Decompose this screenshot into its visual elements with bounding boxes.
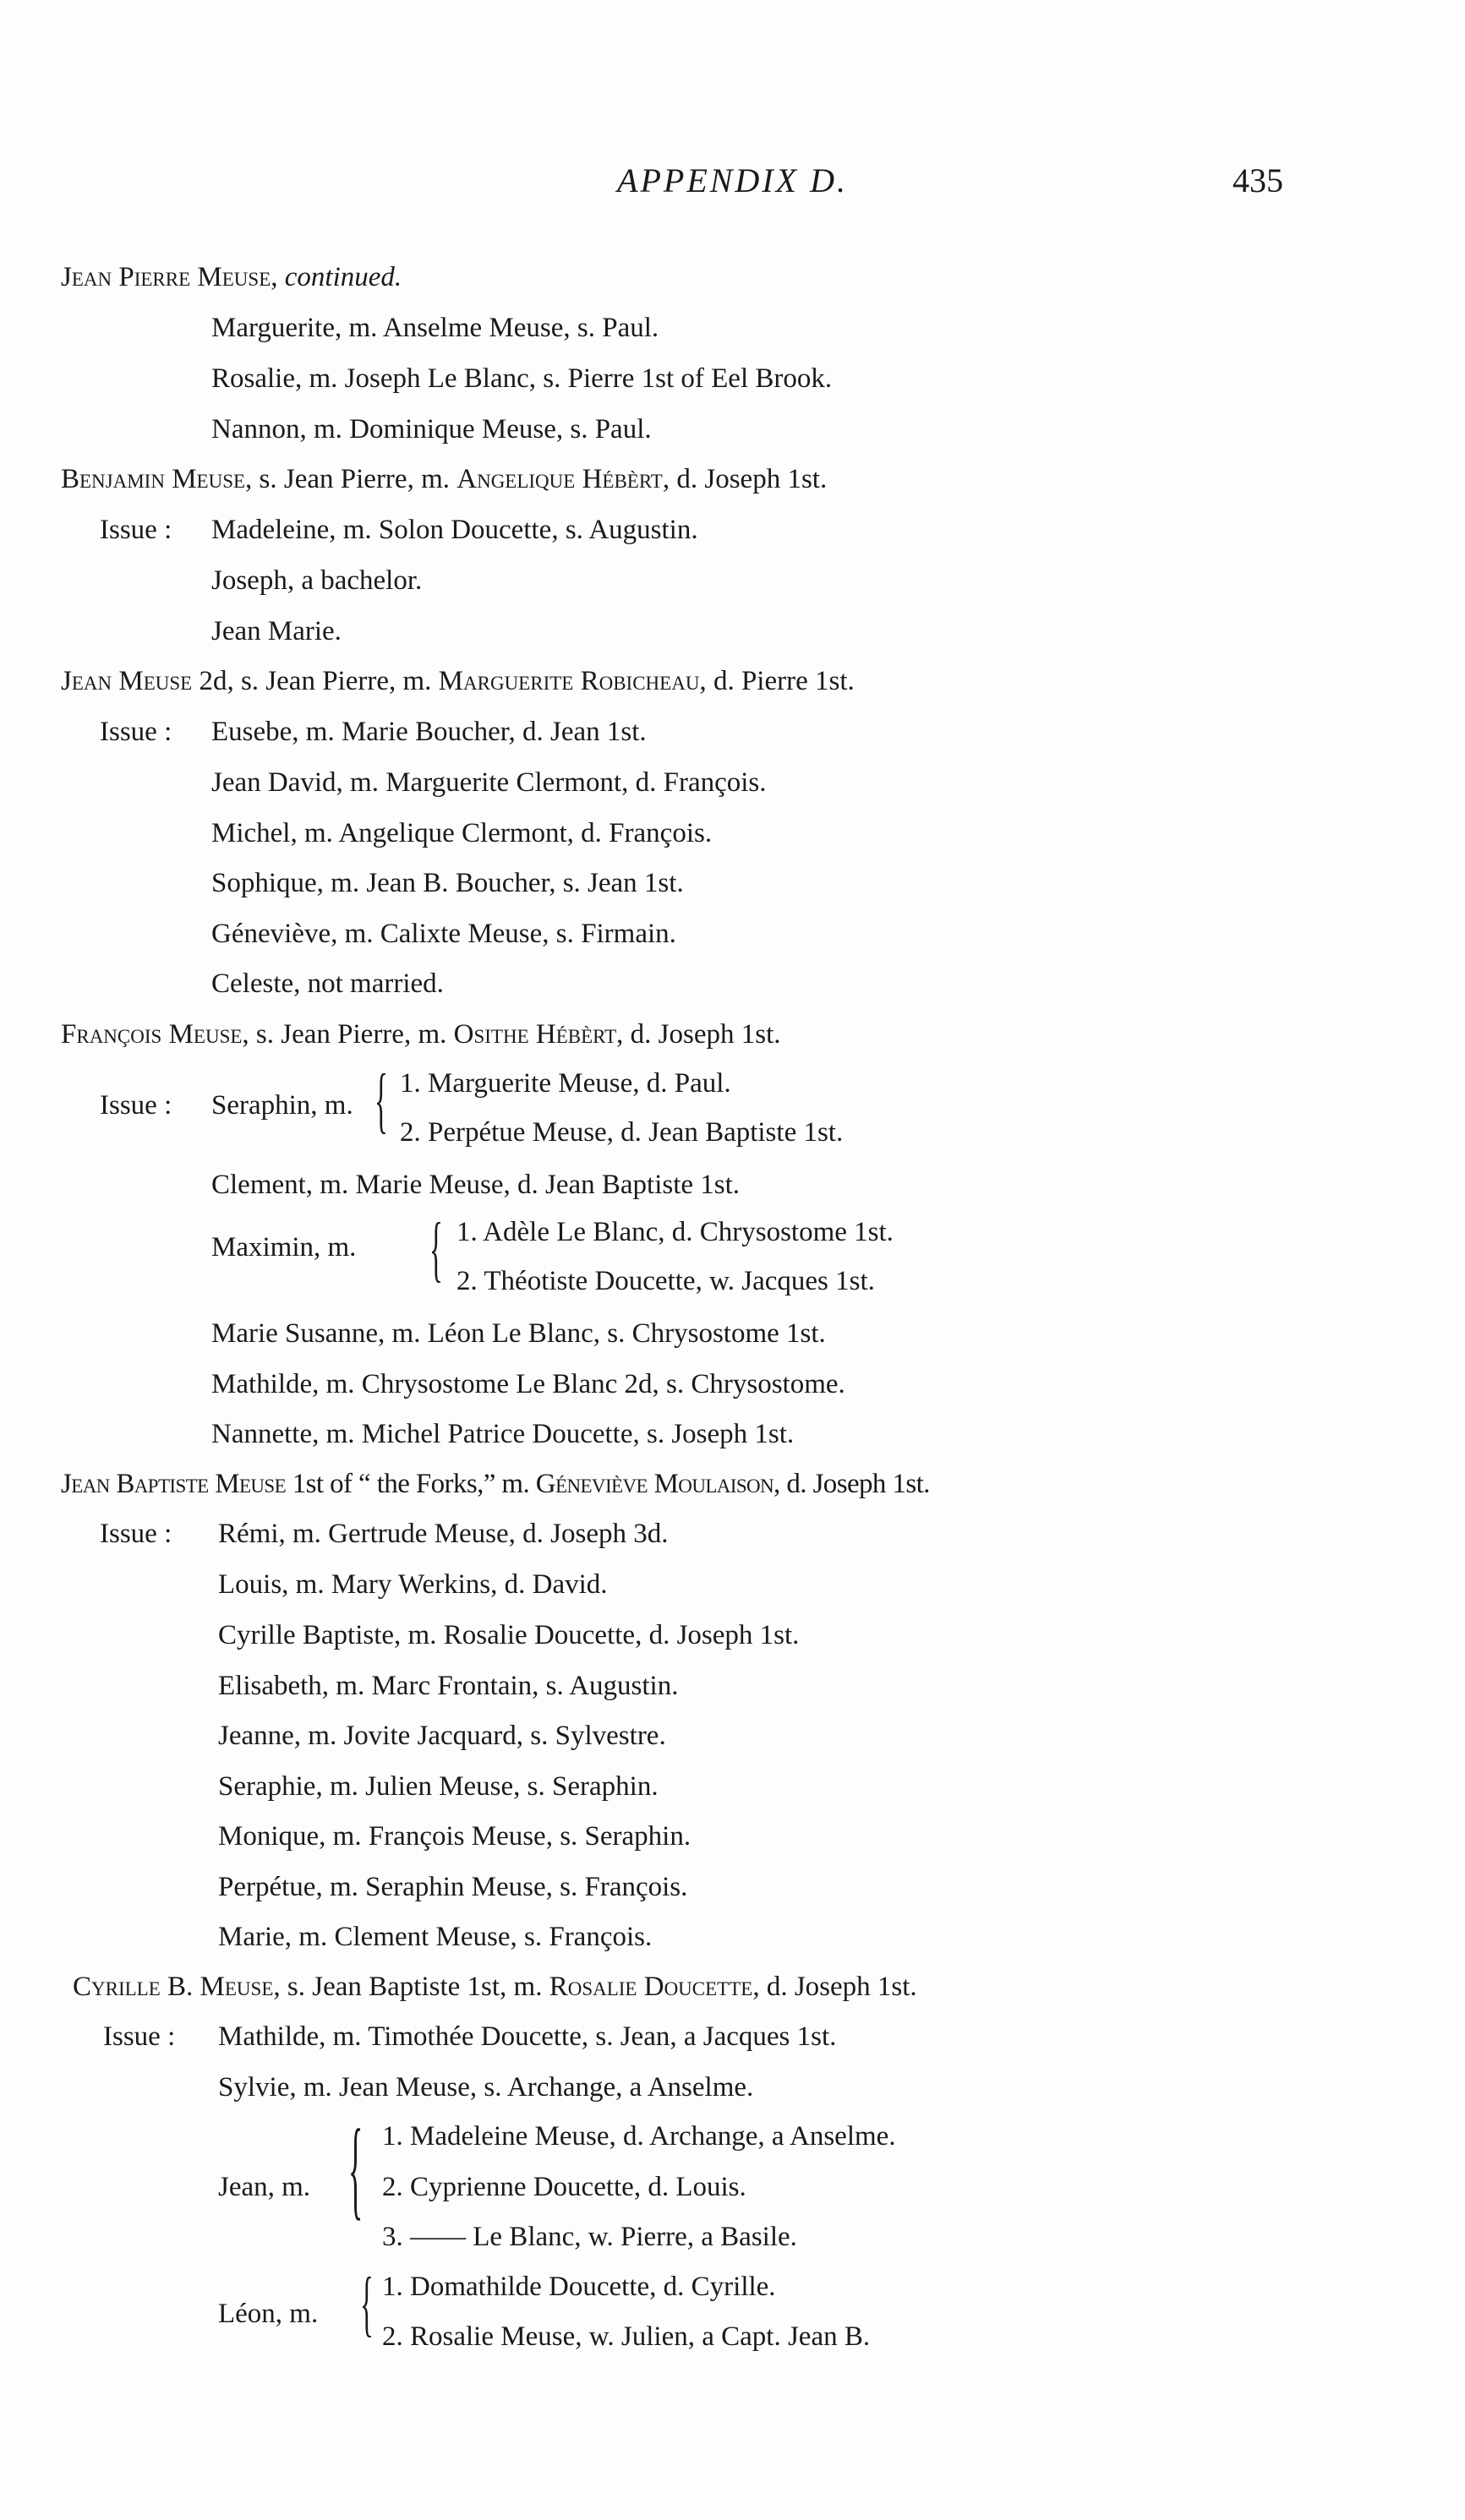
entry-heading-francois: [61, 1017, 781, 1051]
brace-icon: {: [360, 2262, 374, 2344]
issue-label: Issue :: [100, 717, 172, 747]
spouse-line: 1. Marguerite Meuse, d. Paul.: [400, 1068, 731, 1099]
entry-heading-cyrille: [73, 1970, 917, 2004]
child-line: Marie, m. Clement Meuse, s. François.: [218, 1922, 653, 1952]
relation-text: d. Joseph 1st.: [779, 1469, 930, 1499]
child-line: Eusebe, m. Marie Boucher, d. Jean 1st.: [211, 717, 647, 747]
child-line: Rosalie, m. Joseph Le Blanc, s. Pierre 1st of Eel Brook.: [211, 363, 833, 394]
issue-label: Issue :: [103, 2021, 176, 2052]
spouse-line: 2. Théotiste Doucette, w. Jacques 1st.: [456, 1266, 875, 1296]
child-line: Celeste, not married.: [211, 968, 444, 999]
child-line: Michel, m. Angelique Clermont, d. François.: [211, 818, 713, 848]
spouse-name: Rosalie Doucette,: [549, 1972, 760, 2002]
spouse-name: Osithe Hébèrt,: [453, 1019, 624, 1050]
marriage-label: Léon, m.: [218, 2299, 319, 2329]
relation-text: d. Pierre 1st.: [706, 666, 855, 696]
child-line: Mathilde, m. Chrysostome Le Blanc 2d, s. Chrysostome.: [211, 1369, 845, 1399]
child-line: Jean Marie.: [211, 616, 342, 646]
relation-text: 1st of “ the Forks,” m.: [286, 1469, 536, 1499]
child-line: Perpétue, m. Seraphin Meuse, s. François.: [218, 1872, 688, 1902]
issue-label: Issue :: [100, 515, 172, 545]
child-line: Sylvie, m. Jean Meuse, s. Archange, a Anselme.: [218, 2072, 754, 2103]
child-line: Marie Susanne, m. Léon Le Blanc, s. Chrysostome 1st.: [211, 1318, 826, 1349]
person-name: Jean Meuse: [61, 666, 193, 696]
child-line: Jean David, m. Marguerite Clermont, d. François.: [211, 767, 767, 798]
marriage-label: Maximin, m.: [211, 1232, 357, 1263]
child-line: Madeleine, m. Solon Doucette, s. Augustin.: [211, 515, 698, 545]
child-line: Louis, m. Mary Werkins, d. David.: [218, 1569, 608, 1600]
spouse-name: Angelique Hébèrt,: [456, 464, 670, 494]
marriage-label: Jean, m.: [218, 2172, 311, 2202]
child-line: Sophique, m. Jean B. Boucher, s. Jean 1st.: [211, 868, 684, 898]
spouse-name: Géneviève Moulaison,: [535, 1469, 780, 1499]
marriage-label: Seraphin, m.: [211, 1090, 353, 1121]
entry-heading-benjamin: [61, 462, 827, 496]
person-name: Jean Pierre Meuse,: [61, 262, 278, 292]
entry-heading-jean-baptiste: [61, 1467, 930, 1501]
spouse-line: 1. Domathilde Doucette, d. Cyrille.: [382, 2272, 776, 2302]
child-line: Géneviève, m. Calixte Meuse, s. Firmain.: [211, 919, 676, 949]
relation-text: s. Jean Pierre, m.: [249, 1019, 454, 1050]
brace-icon: {: [348, 2107, 364, 2230]
relation-text: d. Joseph 1st.: [759, 1972, 917, 2002]
child-line: Mathilde, m. Timothée Doucette, s. Jean, a Jacques 1st.: [218, 2021, 837, 2052]
entry-heading-jean-2d: [61, 664, 855, 698]
relation-text: s. Jean Baptiste 1st, m.: [280, 1972, 549, 2002]
relation-text: d. Joseph 1st.: [623, 1019, 781, 1050]
child-line: Rémi, m. Gertrude Meuse, d. Joseph 3d.: [218, 1519, 669, 1549]
relation-text: s. Jean Pierre, m.: [252, 464, 457, 494]
person-name: François Meuse,: [61, 1019, 249, 1050]
person-name: Benjamin Meuse,: [61, 464, 253, 494]
issue-label: Issue :: [100, 1090, 172, 1121]
running-head: APPENDIX D.: [617, 161, 848, 199]
child-line: Cyrille Baptiste, m. Rosalie Doucette, d. Joseph 1st.: [218, 1620, 800, 1650]
relation-text: d. Joseph 1st.: [670, 464, 828, 494]
brace-icon: {: [429, 1208, 443, 1290]
person-name-cont: B. Meuse,: [160, 1972, 281, 2002]
child-line: Clement, m. Marie Meuse, d. Jean Baptiste 1st.: [211, 1170, 741, 1200]
spouse-line: 1. Adèle Le Blanc, d. Chrysostome 1st.: [456, 1217, 894, 1247]
person-name: Jean Baptiste Meuse: [61, 1469, 287, 1499]
person-name: Cyrille: [73, 1972, 161, 2002]
spouse-line: 2. Perpétue Meuse, d. Jean Baptiste 1st.: [400, 1117, 844, 1148]
issue-label: Issue :: [100, 1519, 172, 1549]
relation-text: 2d, s. Jean Pierre, m.: [192, 666, 439, 696]
child-line: Joseph, a bachelor.: [211, 565, 423, 596]
spouse-line: 1. Madeleine Meuse, d. Archange, a Anselme.: [382, 2121, 896, 2152]
child-line: Nannette, m. Michel Patrice Doucette, s. Joseph 1st.: [211, 1419, 795, 1449]
child-line: Marguerite, m. Anselme Meuse, s. Paul.: [211, 313, 659, 343]
child-line: Nannon, m. Dominique Meuse, s. Paul.: [211, 414, 652, 445]
child-line: Seraphie, m. Julien Meuse, s. Seraphin.: [218, 1771, 659, 1802]
spouse-line: 2. Cyprienne Doucette, d. Louis.: [382, 2172, 746, 2202]
child-line: Monique, m. François Meuse, s. Seraphin.: [218, 1821, 692, 1852]
page-number: 435: [1233, 161, 1283, 199]
child-line: Elisabeth, m. Marc Frontain, s. Augustin.: [218, 1671, 679, 1701]
child-line: Jeanne, m. Jovite Jacquard, s. Sylvestre.: [218, 1721, 666, 1751]
continued-note: continued.: [284, 262, 402, 292]
spouse-line: 3. —— Le Blanc, w. Pierre, a Basile.: [382, 2222, 797, 2252]
spouse-line: 2. Rosalie Meuse, w. Julien, a Capt. Jean B.: [382, 2321, 871, 2352]
brace-icon: {: [374, 1059, 388, 1141]
entry-heading-jean-pierre: [61, 260, 402, 294]
spouse-name: Marguerite Robicheau,: [438, 666, 707, 696]
